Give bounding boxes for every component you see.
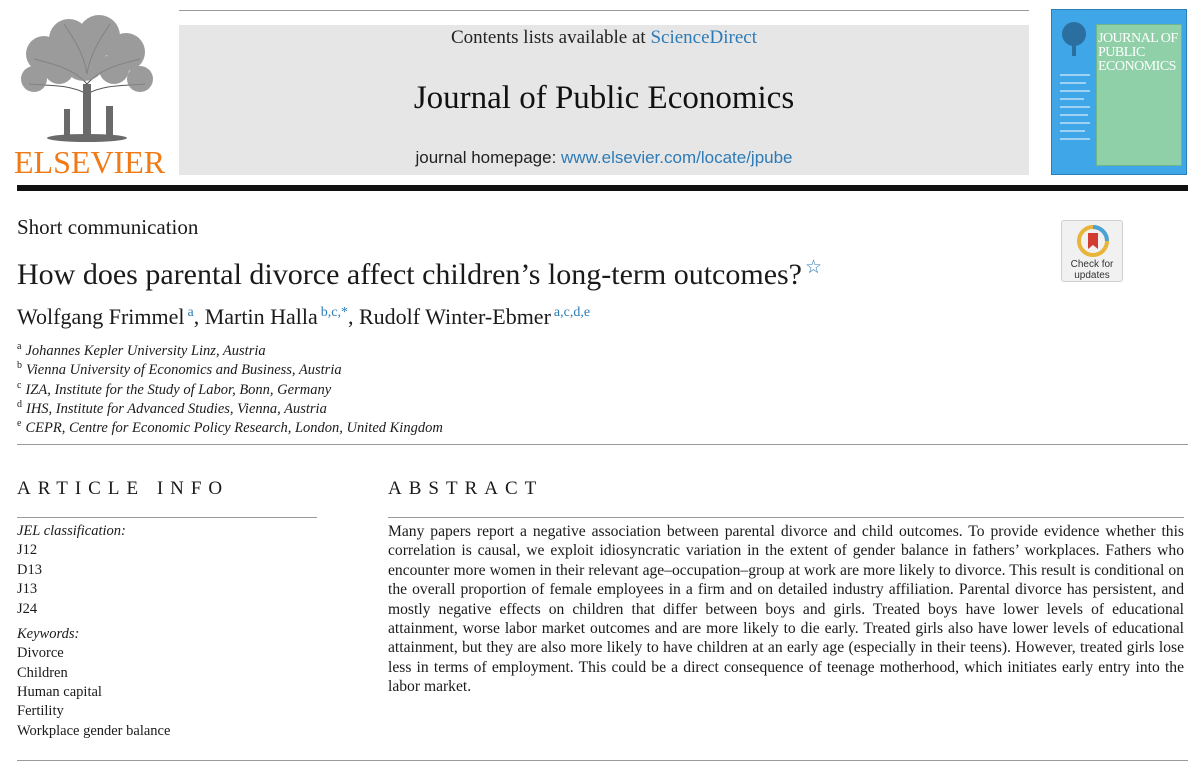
homepage-link[interactable]: www.elsevier.com/locate/jpube: [561, 148, 793, 167]
affiliation-item: $^e$ CEPR, Centre for Economic Policy Research, London, United Kingdom: [17, 418, 443, 436]
author-name[interactable]: Martin Halla: [204, 304, 318, 329]
author-affiliation-marks[interactable]: a: [187, 304, 194, 320]
jel-code: J24: [17, 601, 38, 617]
author-affiliation-marks[interactable]: b,c,*: [320, 304, 348, 320]
homepage-line: journal homepage: www.elsevier.com/locate/jpube: [415, 148, 793, 167]
abstract-text: Many papers report a negative association between parental divorce and child outcomes. To provide evidence whether this correlation is causal, we exploit idiosyncratic variation in the extent of gender balance in fathers’ workplaces. Fathers who encounter more women in their relevant age–occupation–group at work are more likely to divorce. This result is conditional on the overall proportion of female employees in a firm and on detailed industry affiliation. Parental divorce has persistent, and mostly negative effects on children that differ between boys and girls. Treated boys have lower levels of educational attainment, worse labor market outcomes and are more likely to die early. Treated girls also have lower levels of educational attainment, but they are also more likely to have children at an early age (especially in their teens). However, treated girls lose less in terms of employment. This could be a direct consequence of teenage motherhood, which initiates early entry into the labor market.: [388, 523, 1184, 696]
article-info-rule: [17, 517, 317, 518]
author-name[interactable]: Rudolf Winter-Ebmer: [358, 304, 551, 329]
jel-label: JEL classification:: [17, 523, 126, 539]
affiliation-item: $^a$ Johannes Kepler University Linz, Austria: [17, 341, 266, 359]
top-rule: [179, 10, 1029, 11]
journal-title: Journal of Public Economics: [413, 80, 795, 116]
abstract-rule: [388, 517, 1184, 518]
author-affiliation-marks[interactable]: a,c,d,e: [553, 304, 591, 320]
journal-banner: [179, 25, 1029, 175]
cover-lines-icon: [1058, 70, 1092, 160]
keyword: Fertility: [17, 703, 64, 719]
check-updates-label: Check for updates: [1070, 259, 1114, 281]
contents-line: Contents lists available at ScienceDirect: [450, 27, 758, 48]
keyword: Human capital: [17, 684, 102, 700]
affiliation-item: $^b$ Vienna University of Economics and Business, Austria: [17, 360, 342, 378]
keyword: Children: [17, 665, 68, 681]
title-footnote-link[interactable]: ☆: [805, 257, 823, 278]
section-label: Short communication: [17, 215, 199, 239]
affiliations-rule: [17, 444, 1188, 445]
header-rule: [17, 185, 1188, 191]
mini-tree-icon: [1058, 20, 1090, 60]
elsevier-logo[interactable]: [14, 14, 166, 180]
journal-cover[interactable]: [1051, 9, 1187, 175]
author-name[interactable]: Wolfgang Frimmel: [17, 304, 185, 329]
check-for-updates-button[interactable]: [1061, 220, 1123, 282]
publisher-wordmark: ELSEVIER: [14, 144, 166, 180]
bookmark-icon: [1077, 225, 1109, 257]
author-list: Wolfgang Frimmel $^a$, Martin Halla $^{b,c,*}$, Rudolf Winter-Ebmer $^{a,c,d,e}$: [17, 304, 591, 329]
keywords-label: Keywords:: [17, 626, 80, 642]
jel-code: J13: [17, 581, 38, 597]
keyword: Divorce: [17, 645, 64, 661]
article-info-heading: ARTICLE INFO: [17, 478, 230, 499]
article-title: How does parental divorce affect children’s long-term outcomes? ☆: [17, 257, 823, 291]
jel-code: J12: [17, 542, 38, 558]
jel-code: D13: [17, 562, 42, 578]
affiliation-item: $^c$ IZA, Institute for the Study of Labor, Bonn, Germany: [17, 380, 332, 398]
affiliation-item: $^d$ IHS, Institute for Advanced Studies, Vienna, Austria: [17, 399, 327, 417]
bottom-rule: [17, 760, 1188, 761]
abstract-heading: ABSTRACT: [388, 478, 544, 499]
tree-icon: [14, 14, 160, 142]
keyword: Workplace gender balance: [17, 723, 171, 739]
cover-title: JOURNAL OF PUBLIC ECONOMICS: [1098, 31, 1178, 74]
sciencedirect-link[interactable]: ScienceDirect: [650, 27, 758, 48]
